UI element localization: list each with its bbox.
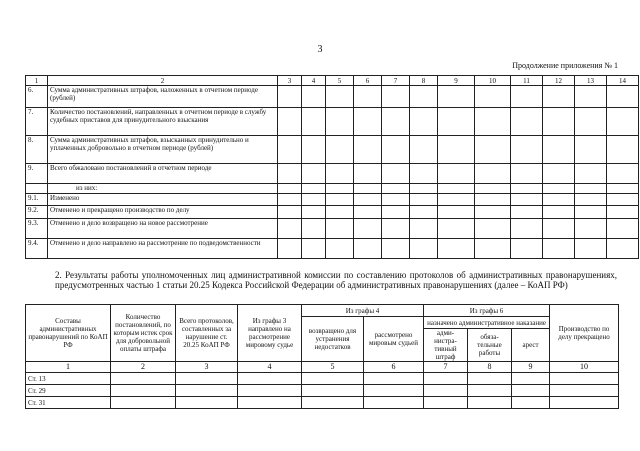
data-cell xyxy=(575,108,607,136)
data-cell xyxy=(575,219,607,239)
data-cell xyxy=(326,194,354,206)
row-description: Сумма административных штрафов, наложенных в отчетном периоде (рублей) xyxy=(48,86,278,108)
table-row xyxy=(26,164,639,184)
data-cell xyxy=(354,194,382,206)
data-cell xyxy=(511,219,543,239)
column-number: 8 xyxy=(468,362,512,373)
row-number: 9.3. xyxy=(26,219,48,239)
column-number: 7 xyxy=(424,362,468,373)
header-arrest: арест xyxy=(512,329,550,362)
data-cell xyxy=(543,108,575,136)
table1-header-cell: 14 xyxy=(607,76,639,86)
data-cell xyxy=(475,239,511,259)
data-cell xyxy=(410,184,438,194)
data-cell xyxy=(302,206,326,219)
data-cell xyxy=(364,385,424,397)
data-cell xyxy=(354,136,382,164)
data-cell xyxy=(607,108,639,136)
data-cell xyxy=(364,397,424,409)
data-cell xyxy=(575,239,607,259)
data-cell xyxy=(511,86,543,108)
data-cell xyxy=(326,184,354,194)
data-cell xyxy=(543,164,575,184)
row-number: 9. xyxy=(26,164,48,184)
table1-header-cell: 7 xyxy=(382,76,410,86)
data-cell xyxy=(543,184,575,194)
data-cell xyxy=(438,219,475,239)
data-cell xyxy=(475,108,511,136)
data-cell xyxy=(176,385,238,397)
data-cell xyxy=(238,373,302,385)
data-cell xyxy=(302,397,364,409)
data-cell xyxy=(438,194,475,206)
header-works: обяза-тельные работы xyxy=(468,329,512,362)
table1-header-cell: 1 xyxy=(26,76,48,86)
data-cell xyxy=(424,385,468,397)
data-cell xyxy=(326,164,354,184)
data-cell xyxy=(575,164,607,184)
header-sent-court: Из графы 3 направлено на рассмотрение мировому судье xyxy=(238,305,302,362)
data-cell xyxy=(354,219,382,239)
data-cell xyxy=(410,194,438,206)
row-description: из них: xyxy=(48,184,278,194)
data-cell xyxy=(475,219,511,239)
data-cell xyxy=(382,164,410,184)
data-cell xyxy=(543,136,575,164)
data-cell xyxy=(410,108,438,136)
table1-header-cell: 3 xyxy=(278,76,302,86)
indicators-table xyxy=(25,75,639,259)
data-cell xyxy=(607,219,639,239)
table1-header-cell: 10 xyxy=(475,76,511,86)
data-cell xyxy=(111,385,176,397)
data-cell xyxy=(382,86,410,108)
data-cell xyxy=(607,239,639,259)
table-row xyxy=(26,373,619,385)
data-cell xyxy=(475,164,511,184)
table-row xyxy=(26,397,619,409)
data-cell xyxy=(511,108,543,136)
table1-header-cell: 13 xyxy=(575,76,607,86)
table-row xyxy=(26,194,639,206)
data-cell xyxy=(575,194,607,206)
row-number: 8. xyxy=(26,136,48,164)
data-cell xyxy=(382,108,410,136)
column-number: 2 xyxy=(111,362,176,373)
data-cell xyxy=(382,219,410,239)
data-cell xyxy=(278,136,302,164)
table1-header-cell: 5 xyxy=(326,76,354,86)
data-cell xyxy=(278,86,302,108)
header-considered: рассмотрено мировым судьей xyxy=(364,317,424,362)
table-row xyxy=(26,385,619,397)
data-cell xyxy=(278,219,302,239)
data-cell xyxy=(543,194,575,206)
column-numbers-row xyxy=(26,362,619,373)
data-cell xyxy=(550,385,619,397)
data-cell xyxy=(512,385,550,397)
table1-header-cell: 6 xyxy=(354,76,382,86)
data-cell xyxy=(512,373,550,385)
data-cell xyxy=(475,86,511,108)
header-count: Количество постановлений, по которым истек срок для добровольной оплаты штрафа xyxy=(111,305,176,362)
data-cell xyxy=(543,206,575,219)
data-cell xyxy=(511,194,543,206)
data-cell xyxy=(607,86,639,108)
data-cell xyxy=(302,164,326,184)
table-row xyxy=(26,206,639,219)
data-cell xyxy=(302,373,364,385)
row-description: Всего обжаловано постановлений в отчетном периоде xyxy=(48,164,278,184)
header-fine: адми-нистра-тивный штраф xyxy=(424,329,468,362)
data-cell xyxy=(438,136,475,164)
data-cell xyxy=(410,86,438,108)
table1-header-cell: 8 xyxy=(410,76,438,86)
section-2-heading: 2. Результаты работы уполномоченных лиц административной комиссии по составлению протоколов об административных правонарушениях, предусмотренных частью 1 статьи 20.25 Кодекса Российской Федерации об административных правонарушениях (далее – КоАП РФ) xyxy=(55,270,617,290)
data-cell xyxy=(424,373,468,385)
data-cell xyxy=(475,206,511,219)
row-number: 9.1. xyxy=(26,194,48,206)
data-cell xyxy=(410,136,438,164)
data-cell xyxy=(424,397,468,409)
table1-header-cell: 12 xyxy=(543,76,575,86)
data-cell xyxy=(382,136,410,164)
data-cell xyxy=(543,219,575,239)
row-number: 6. xyxy=(26,86,48,108)
row-description: Изменено xyxy=(48,194,278,206)
column-number: 10 xyxy=(550,362,619,373)
table-row xyxy=(26,219,639,239)
data-cell xyxy=(278,194,302,206)
column-number: 1 xyxy=(26,362,111,373)
data-cell xyxy=(302,184,326,194)
header-punishment: назначено административное наказание xyxy=(424,317,550,329)
data-cell xyxy=(382,206,410,219)
data-cell xyxy=(410,206,438,219)
table1-header-cell: 2 xyxy=(48,76,278,86)
data-cell xyxy=(302,239,326,259)
data-cell xyxy=(326,86,354,108)
column-number: 5 xyxy=(302,362,364,373)
data-cell xyxy=(607,164,639,184)
data-cell xyxy=(607,206,639,219)
data-cell xyxy=(475,184,511,194)
data-cell xyxy=(278,184,302,194)
continuation-note: Продолжение приложения № 1 xyxy=(512,61,618,70)
data-cell xyxy=(278,108,302,136)
data-cell xyxy=(278,206,302,219)
column-number: 9 xyxy=(512,362,550,373)
data-cell xyxy=(410,239,438,259)
data-cell xyxy=(302,86,326,108)
data-cell xyxy=(326,108,354,136)
data-cell xyxy=(575,206,607,219)
data-cell xyxy=(511,206,543,219)
table-row xyxy=(26,239,639,259)
data-cell xyxy=(302,385,364,397)
table1-header-cell: 4 xyxy=(302,76,326,86)
data-cell xyxy=(354,86,382,108)
page-number: 3 xyxy=(317,44,323,55)
column-number: 6 xyxy=(364,362,424,373)
data-cell xyxy=(302,194,326,206)
data-cell xyxy=(550,397,619,409)
row-description: Отменено и дело возвращено на новое рассмотрение xyxy=(48,219,278,239)
data-cell xyxy=(438,108,475,136)
row-description: Количество постановлений, направленных в отчетном периоде в службу судебных приставов для принудительного взыскания xyxy=(48,108,278,136)
data-cell xyxy=(326,136,354,164)
table1-header-cell: 11 xyxy=(511,76,543,86)
data-cell xyxy=(438,184,475,194)
data-cell xyxy=(475,136,511,164)
data-cell xyxy=(438,239,475,259)
data-cell xyxy=(511,136,543,164)
data-cell xyxy=(354,239,382,259)
data-cell xyxy=(410,164,438,184)
data-cell xyxy=(468,385,512,397)
data-cell xyxy=(607,184,639,194)
data-cell xyxy=(382,194,410,206)
data-cell xyxy=(575,184,607,194)
header-returned: возвращено для устранения недостатков xyxy=(302,317,364,362)
data-cell xyxy=(364,373,424,385)
data-cell xyxy=(302,219,326,239)
article-label: Ст. 29 xyxy=(26,385,111,397)
header-total: Всего протоколов, составленных за нарушение ст. 20.25 КоАП РФ xyxy=(176,305,238,362)
data-cell xyxy=(302,136,326,164)
data-cell xyxy=(438,206,475,219)
row-description: Сумма административных штрафов, взысканных принудительно и уплаченных добровольно в отчетном периоде (рублей) xyxy=(48,136,278,164)
table-row xyxy=(26,86,639,108)
data-cell xyxy=(326,219,354,239)
data-cell xyxy=(326,239,354,259)
data-cell xyxy=(410,219,438,239)
data-cell xyxy=(438,86,475,108)
results-table xyxy=(25,304,619,409)
data-cell xyxy=(238,385,302,397)
header-from-col6: Из графы 6 xyxy=(424,305,550,317)
data-cell xyxy=(575,86,607,108)
row-number xyxy=(26,184,48,194)
data-cell xyxy=(382,239,410,259)
data-cell xyxy=(607,136,639,164)
data-cell xyxy=(278,164,302,184)
data-cell xyxy=(111,373,176,385)
data-cell xyxy=(511,164,543,184)
data-cell xyxy=(278,239,302,259)
data-cell xyxy=(575,136,607,164)
data-cell xyxy=(354,184,382,194)
row-number: 7. xyxy=(26,108,48,136)
table1-header-cell: 9 xyxy=(438,76,475,86)
article-label: Ст. 31 xyxy=(26,397,111,409)
data-cell xyxy=(111,397,176,409)
data-cell xyxy=(382,184,410,194)
data-cell xyxy=(511,184,543,194)
data-cell xyxy=(543,86,575,108)
data-cell xyxy=(238,397,302,409)
data-cell xyxy=(468,373,512,385)
article-label: Ст. 13 xyxy=(26,373,111,385)
data-cell xyxy=(475,194,511,206)
table-row xyxy=(26,136,639,164)
data-cell xyxy=(354,164,382,184)
row-number: 9.4. xyxy=(26,239,48,259)
row-number: 9.2. xyxy=(26,206,48,219)
data-cell xyxy=(176,373,238,385)
header-compositions: Составы административных правонарушений по КоАП РФ xyxy=(26,305,111,362)
data-cell xyxy=(468,397,512,409)
data-cell xyxy=(438,164,475,184)
data-cell xyxy=(302,108,326,136)
row-description: Отменено и дело направлено на рассмотрение по подведомственности xyxy=(48,239,278,259)
column-number: 4 xyxy=(238,362,302,373)
header-from-col4: Из графы 4 xyxy=(302,305,424,317)
data-cell xyxy=(176,397,238,409)
row-description: Отменено и прекращено производство по делу xyxy=(48,206,278,219)
data-cell xyxy=(511,239,543,259)
table-row xyxy=(26,184,639,194)
data-cell xyxy=(550,373,619,385)
data-cell xyxy=(354,108,382,136)
column-number: 3 xyxy=(176,362,238,373)
data-cell xyxy=(607,194,639,206)
header-terminated: Производство по делу прекращено xyxy=(550,305,619,362)
data-cell xyxy=(512,397,550,409)
table1-header-row xyxy=(26,76,639,86)
data-cell xyxy=(543,239,575,259)
data-cell xyxy=(354,206,382,219)
table-row xyxy=(26,108,639,136)
data-cell xyxy=(326,206,354,219)
